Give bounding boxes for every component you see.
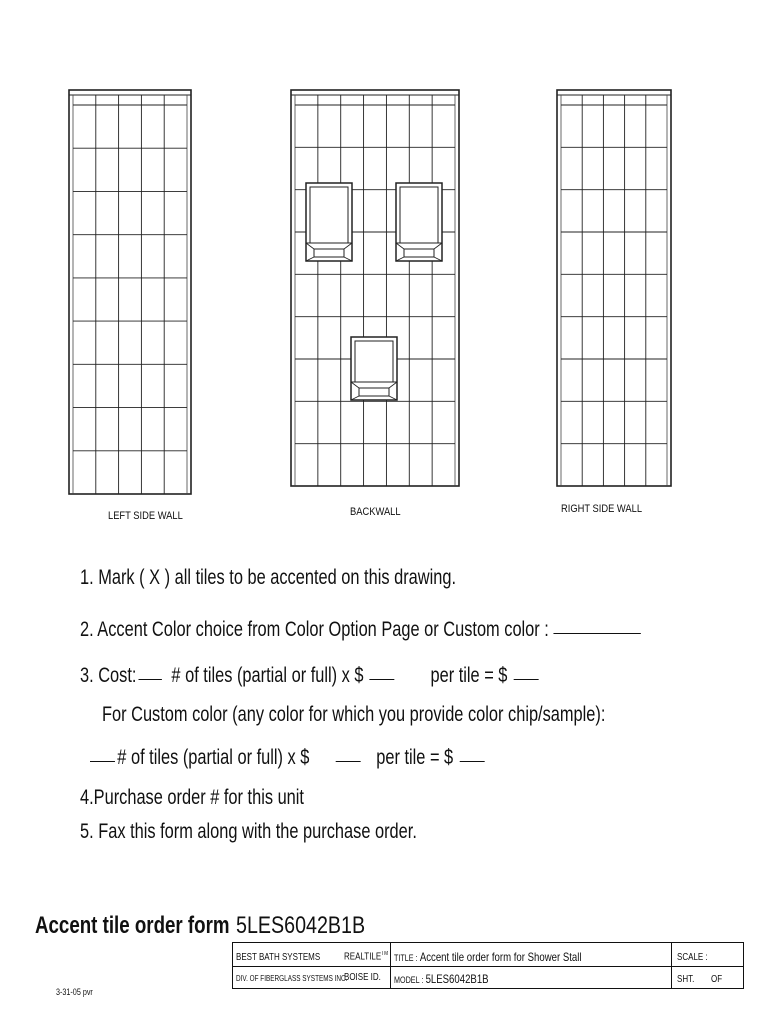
custom-tiles-text: # of tiles (partial or full) x $ xyxy=(117,746,310,769)
instruction-step-2 xyxy=(80,618,641,642)
model-label: MODEL : xyxy=(394,975,424,985)
step-3-prefix: 3. Cost: xyxy=(80,664,137,687)
right-wall-outline xyxy=(557,90,671,486)
step-3-tiles-text: # of tiles (partial or full) x $ xyxy=(171,664,364,687)
title-block-col-divider-2 xyxy=(671,943,672,988)
model-value: 5LES6042B1B xyxy=(425,972,489,986)
brand-name xyxy=(344,951,388,962)
price-blank[interactable] xyxy=(370,679,395,680)
form-title: Accent tile order form xyxy=(35,912,230,939)
date-note: 3-31-05 pvr xyxy=(56,987,93,997)
title-block xyxy=(232,942,744,989)
custom-cost-line xyxy=(90,746,484,770)
trademark-label: TM xyxy=(381,951,389,957)
brand-label: REALTILE xyxy=(344,951,382,963)
left-wall-label: LEFT SIDE WALL xyxy=(108,510,183,522)
left-wall-outline xyxy=(69,90,191,494)
custom-color-note: For Custom color (any color for which you provide color chip/sample): xyxy=(102,703,606,726)
division-name: DIV. OF FIBERGLASS SYSTEMS INC. xyxy=(236,974,348,983)
back-wall-label: BACKWALL xyxy=(350,506,401,518)
cost-blank[interactable] xyxy=(139,679,162,680)
title-block-row-divider xyxy=(233,966,743,967)
custom-total-blank[interactable] xyxy=(459,761,484,762)
model-number-heading: 5LES6042B1B xyxy=(236,912,366,939)
niche-left-inner xyxy=(310,187,348,243)
total-blank[interactable] xyxy=(514,679,539,680)
title-label: TITLE : xyxy=(394,953,418,963)
instruction-step-1: 1. Mark ( X ) all tiles to be accented on this drawing. xyxy=(80,566,457,589)
niche-center-shelf xyxy=(359,388,389,396)
location-name: BOISE ID. xyxy=(344,972,381,983)
title-value: Accent tile order form for Shower Stall xyxy=(419,950,582,964)
custom-per-tile-text: per tile = $ xyxy=(376,746,454,769)
right-wall-label: RIGHT SIDE WALL xyxy=(561,503,643,515)
sheet-label: SHT. xyxy=(677,974,695,985)
scale-label: SCALE : xyxy=(677,952,708,963)
model-field xyxy=(394,972,489,986)
niche-left-shelf xyxy=(314,249,344,257)
custom-price-blank[interactable] xyxy=(336,761,361,762)
niche-right-shelf xyxy=(404,249,434,257)
instruction-step-3 xyxy=(80,664,539,688)
instruction-step-4: 4.Purchase order # for this unit xyxy=(80,786,304,809)
title-field xyxy=(394,950,582,964)
title-block-col-divider-1 xyxy=(390,943,391,988)
niche-center-inner xyxy=(355,341,393,382)
step-2-text: 2. Accent Color choice from Color Option Page or Custom color : xyxy=(80,618,549,641)
back-wall-outline xyxy=(291,90,459,486)
instruction-step-5: 5. Fax this form along with the purchase order. xyxy=(80,820,417,843)
company-name: BEST BATH SYSTEMS xyxy=(236,952,321,963)
custom-color-blank[interactable] xyxy=(554,633,641,634)
custom-tiles-blank[interactable] xyxy=(90,761,115,762)
step-3-per-tile-text: per tile = $ xyxy=(430,664,508,687)
niche-right-inner xyxy=(400,187,438,243)
of-label: OF xyxy=(711,974,723,985)
